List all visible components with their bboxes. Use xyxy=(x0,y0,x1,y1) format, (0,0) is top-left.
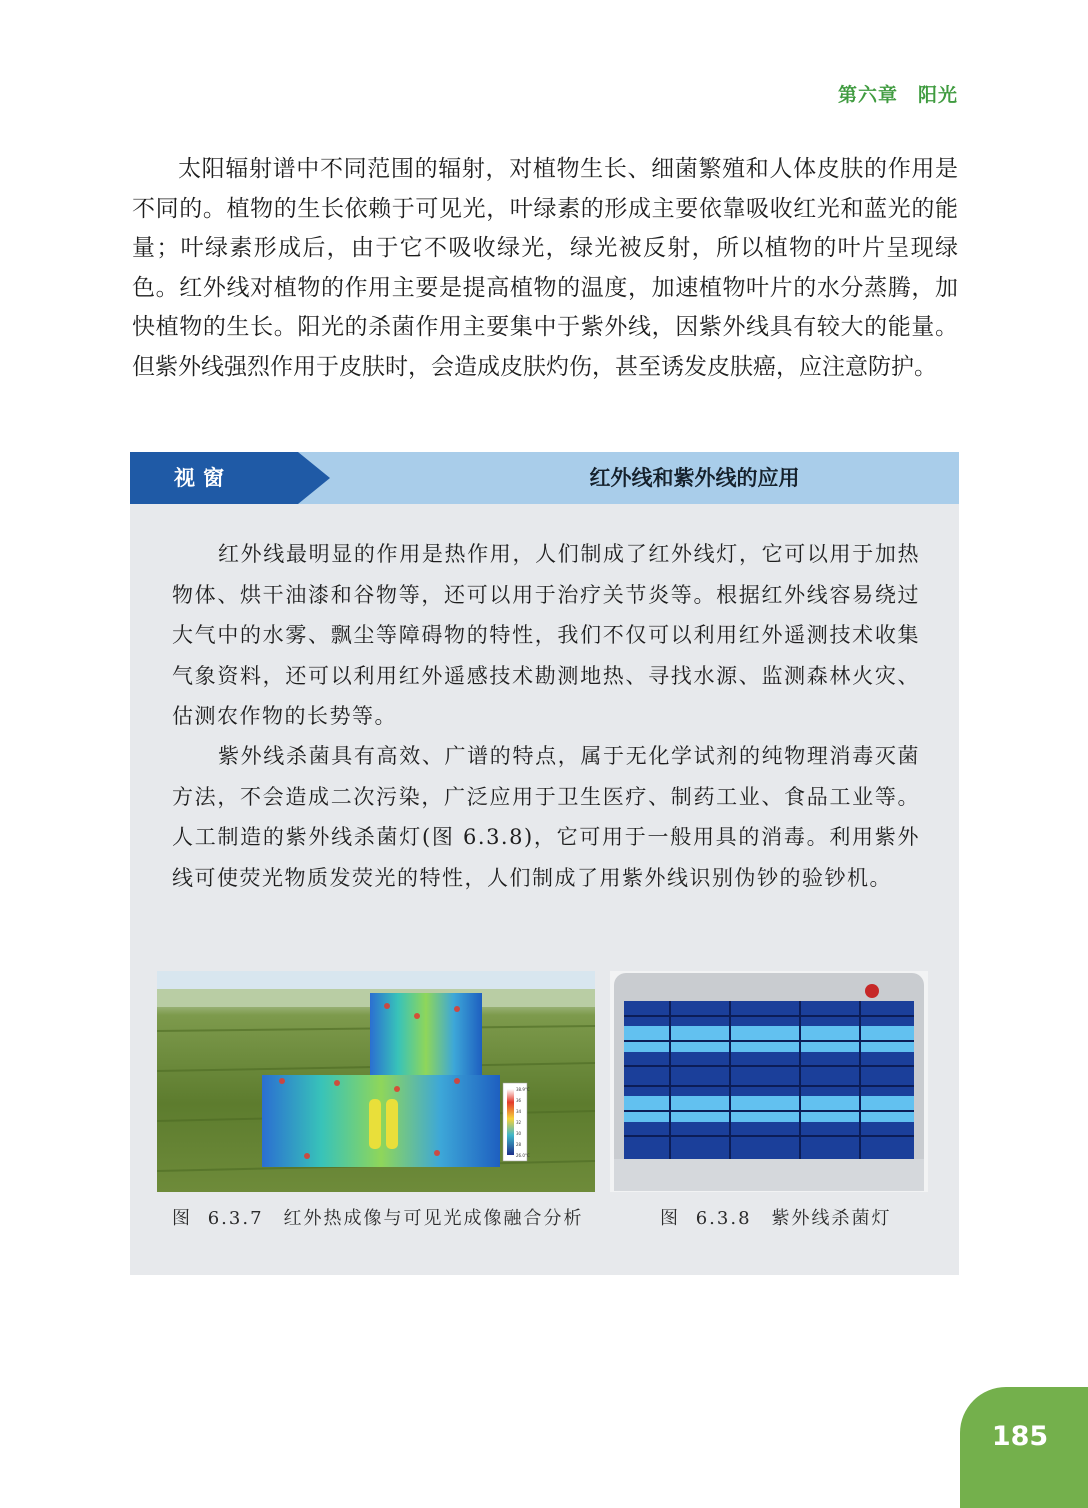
figure-caption-uv-lamp: 图 6.3.8 紫外线杀菌灯 xyxy=(660,1208,892,1229)
legend-tick: 34 xyxy=(516,1109,522,1114)
figure-caption-thermal: 图 6.3.7 红外热成像与可见光成像融合分析 xyxy=(172,1208,584,1229)
legend-tick: 38.9°C xyxy=(516,1087,530,1092)
legend-tick: 26.0°C xyxy=(516,1153,530,1158)
window-tag-arrow xyxy=(298,452,330,504)
window-tag: 视窗 xyxy=(130,452,298,504)
legend-tick: 36 xyxy=(516,1098,522,1103)
thermal-fusion-image xyxy=(157,971,595,1192)
page-number: 185 xyxy=(991,1421,1049,1452)
uv-lamp-illustration xyxy=(610,971,928,1192)
main-paragraph: 太阳辐射谱中不同范围的辐射，对植物生长、细菌繁殖和人体皮肤的作用是不同的。植物的生长依赖于可见光，叶绿素的形成主要依靠吸收红光和蓝光的能量；叶绿素形成后，由于它不吸收绿光，绿光被反射，所以植物的叶片呈现绿色。红外线对植物的作用主要是提高植物的温度，加速植物叶片的水分蒸腾，加快植物的生长。阳光的杀菌作用主要集中于紫外线，因紫外线具有较大的能量。但紫外线强烈作用于皮肤时，会造成皮肤灼伤，甚至诱发皮肤癌，应注意防护。 xyxy=(132,156,958,380)
legend-tick: 30 xyxy=(516,1131,522,1136)
infrared-paragraph: 红外线最明显的作用是热作用，人们制成了红外线灯，它可以用于加热物体、烘干油漆和谷物等，还可以用于治疗关节炎等。根据红外线容易绕过大气中的水雾、飘尘等障碍物的特性，我们不仅可以利用红外遥测技术收集气象资料，还可以利用红外遥感技术勘测地热、寻找水源、监测森林火灾、估测农作物的长势等。 xyxy=(172,542,920,728)
window-title: 红外线和紫外线的应用 xyxy=(589,466,800,490)
window-box xyxy=(130,452,959,1275)
window-box-header xyxy=(130,452,959,504)
ultraviolet-paragraph: 紫外线杀菌具有高效、广谱的特点，属于无化学试剂的纯物理消毒灭菌方法，不会造成二次污染，广泛应用于卫生医疗、制药工业、食品工业等。人工制造的紫外线杀菌灯(图 6.3.8)，它可用于一般用具的消毒。利用紫外线可使荧光物质发荧光的特性，人们制成了用紫外线识别伪钞的验钞机。 xyxy=(172,744,920,890)
page-number-tab xyxy=(960,1387,1088,1508)
legend-tick: 32 xyxy=(516,1120,522,1125)
legend-tick: 28 xyxy=(516,1142,522,1147)
chapter-header: 第六章 阳光 xyxy=(837,84,958,106)
uv-lamp-image xyxy=(610,971,928,1192)
thermal-legend-ticks xyxy=(516,1084,536,1161)
